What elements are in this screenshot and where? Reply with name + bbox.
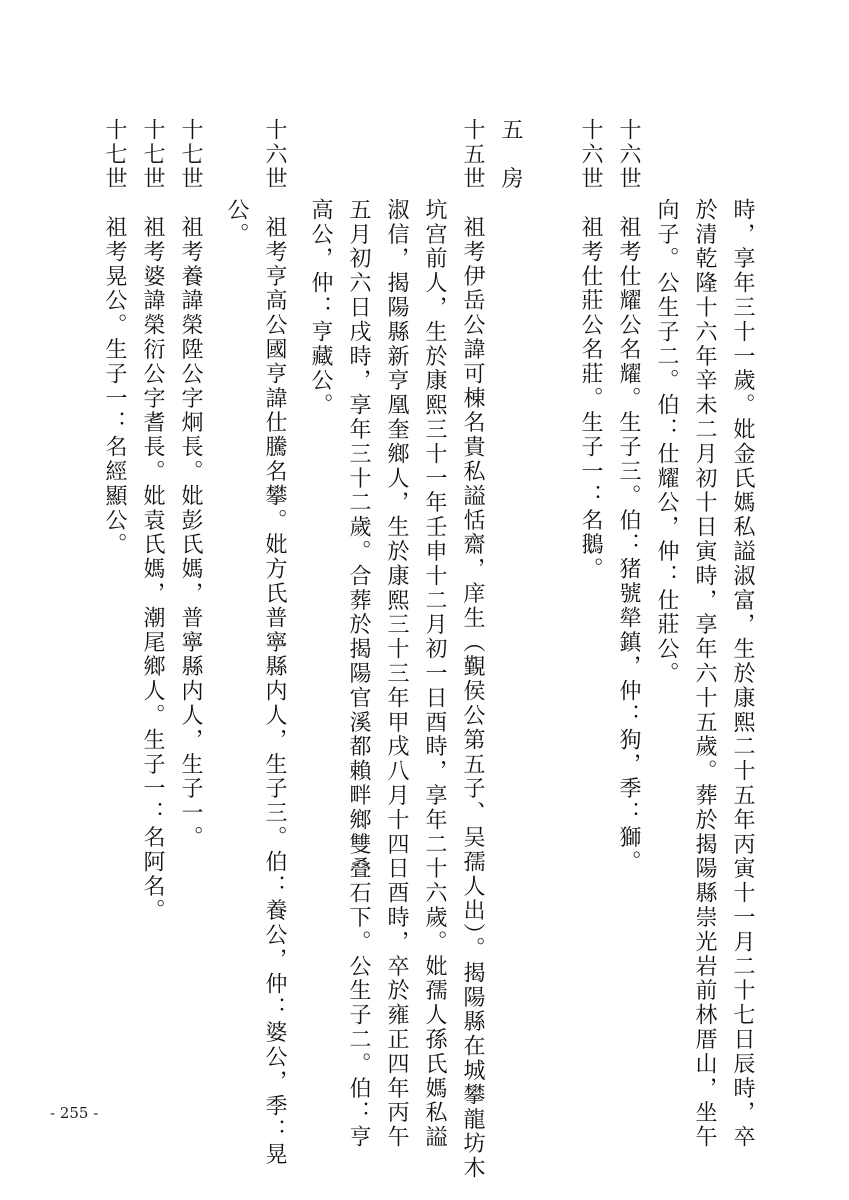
text-column-16: 十七世 祖考晃公。生子一：名經顯公。 [102, 118, 127, 558]
text-column-9: 淑信，揭陽縣新亨凰奎鄉人，生於康熙三十三年甲戌八月十四日酉時，卒於雍正四年丙午 [384, 198, 409, 1150]
text-column-13: 公。 [224, 198, 249, 247]
section-heading-fifth-branch: 五 房 [498, 118, 523, 192]
text-column-11: 高公，仲：亨藏公。 [308, 198, 333, 418]
text-column-1: 時，享年三十一歲。妣金氏媽私謚淑富，生於康熙二十五年丙寅十一月二十七日辰時，卒 [730, 198, 755, 1150]
text-column-2: 於清乾隆十六年辛未二月初十日寅時，享年六十五歲。葬於揭陽縣崇光岩前林厝山，坐午 [692, 198, 717, 1150]
text-column-8: 坑宫前人，生於康熙三十一年壬申十二月初一日酉時，享年二十六歲。妣孺人孫氏媽私謚 [422, 198, 447, 1150]
text-column-5: 十六世 祖考仕莊公名莊。生子一：名鵝。 [578, 118, 603, 582]
text-column-14: 十七世 祖考養諱榮陞公字炯長。妣彭氏媽，普寧縣内人，生子一。 [178, 118, 203, 850]
page-number: - 255 - [50, 1104, 99, 1122]
text-column-3: 向子。公生子二。伯：仕耀公，仲：仕莊公。 [654, 198, 679, 686]
text-column-10: 五月初六日戌時，享年三十二歲。合葬於揭陽官溪都賴畔鄉雙叠石下。公生子二。伯：亨 [346, 198, 371, 1150]
text-column-15: 十七世 祖考婆諱榮衍公字耆長。妣袁氏媽，潮尾鄉人。生子一：名阿名。 [140, 118, 165, 924]
text-column-7: 十五世 祖考伊岳公諱可棟名貴私謚恬齋，庠生（覲侯公第五子、吴孺人出）。揭陽縣在城攀龍坊木 [460, 118, 485, 1181]
text-column-4: 十六世 祖考仕耀公名耀。生子三。伯：猪號犖鎮，仲：狗，季：獅。 [616, 118, 641, 875]
text-column-12: 十六世 祖考亨高公國亨諱仕騰名攀。妣方氏普寧縣内人，生子三。伯：養公，仲：婆公，季：晃 [262, 118, 287, 1168]
